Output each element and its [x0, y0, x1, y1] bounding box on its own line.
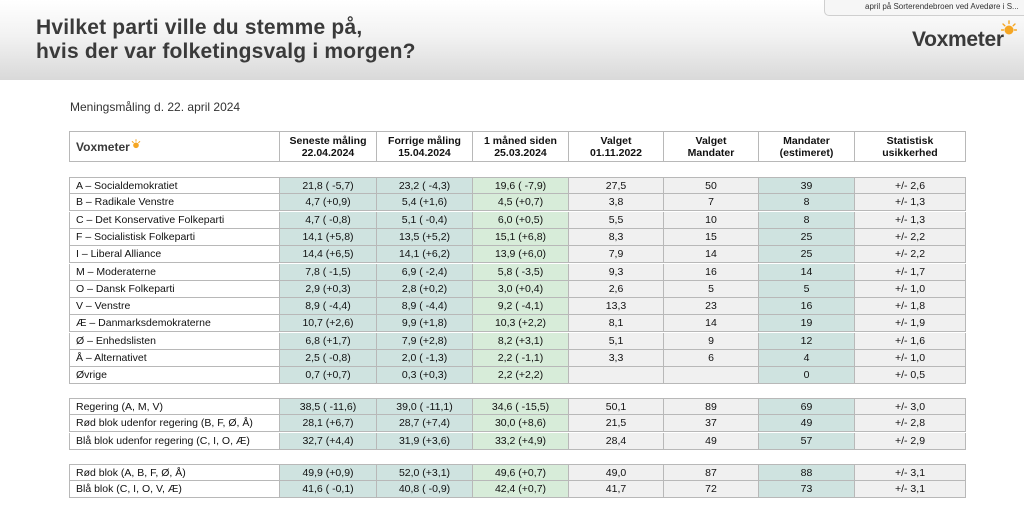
title-line-1: Hvilket parti ville du stemme på, [36, 16, 363, 39]
table-cell: 6,8 (+1,7) [280, 333, 377, 350]
table-cell: 87 [664, 464, 759, 481]
row-label: Rød blok (A, B, F, Ø, Å) [69, 464, 280, 481]
table-cell: 5,5 [569, 212, 664, 229]
column-header-line: 15.04.2024 [398, 147, 451, 159]
table-cell: 3,8 [569, 194, 664, 211]
table-cell: 40,8 ( -0,9) [377, 481, 473, 498]
table-cell: 15,1 (+6,8) [473, 229, 569, 246]
header-logo-cell [69, 131, 280, 162]
table-cell: 14 [664, 315, 759, 332]
table-cell: 14,4 (+6,5) [280, 246, 377, 263]
table-cell: 52,0 (+3,1) [377, 464, 473, 481]
table-cell: 5,4 (+1,6) [377, 194, 473, 211]
table-cell: 0,3 (+0,3) [377, 367, 473, 384]
party-row [69, 264, 966, 281]
row-label: V – Venstre [69, 298, 280, 315]
column-header [280, 131, 377, 162]
table-cell: 8,9 ( -4,4) [377, 298, 473, 315]
table-cell: +/- 2,2 [855, 229, 966, 246]
column-header-line: 1 måned siden [484, 135, 557, 147]
table-cell: 7,9 (+2,8) [377, 333, 473, 350]
table-cell: 5 [664, 281, 759, 298]
table-cell: 31,9 (+3,6) [377, 433, 473, 450]
table-cell: +/- 3,1 [855, 481, 966, 498]
table-cell: 13,3 [569, 298, 664, 315]
table-cell: 8,1 [569, 315, 664, 332]
table-cell: 5 [759, 281, 855, 298]
party-row [69, 194, 966, 211]
table-cell: 28,7 (+7,4) [377, 415, 473, 432]
column-header-line: Valget [695, 135, 727, 147]
column-header-line: usikkerhed [882, 147, 938, 159]
table-cell: 50 [664, 177, 759, 194]
table-cell: 7,8 ( -1,5) [280, 264, 377, 281]
table-cell: 6,0 (+0,5) [473, 212, 569, 229]
page-title [36, 16, 416, 64]
table-cell: 2,5 ( -0,8) [280, 350, 377, 367]
row-label: A – Socialdemokratiet [69, 177, 280, 194]
table-cell: 2,8 (+0,2) [377, 281, 473, 298]
table-cell: 0 [759, 367, 855, 384]
table-cell: 27,5 [569, 177, 664, 194]
table-cell: 23 [664, 298, 759, 315]
table-cell: 34,6 ( -15,5) [473, 398, 569, 415]
table-cell: 7 [664, 194, 759, 211]
table-cell: 39,0 ( -11,1) [377, 398, 473, 415]
sun-icon [1001, 20, 1017, 36]
table-cell: 14,1 (+6,2) [377, 246, 473, 263]
table-cell: 7,9 [569, 246, 664, 263]
table-cell: +/- 1,0 [855, 281, 966, 298]
table-cell: +/- 1,3 [855, 212, 966, 229]
voxmeter-small-logo: Voxmeter [76, 139, 130, 154]
table-cell: 19 [759, 315, 855, 332]
table-cell: 9 [664, 333, 759, 350]
bloc-row [69, 433, 966, 450]
column-header-line: Mandater [687, 147, 735, 159]
poll-date-subtitle: Meningsmåling d. 22. april 2024 [70, 100, 241, 114]
table-cell: 73 [759, 481, 855, 498]
table-cell: 14 [759, 264, 855, 281]
table-cell: 2,9 (+0,3) [280, 281, 377, 298]
tooltip-text: april på Sorterendebroen ved Avedøre i S... [824, 0, 1024, 16]
party-row [69, 367, 966, 384]
table-cell: +/- 3,1 [855, 464, 966, 481]
bloc-row [69, 398, 966, 415]
table-cell: 10,3 (+2,2) [473, 315, 569, 332]
table-cell: 41,7 [569, 481, 664, 498]
table-cell: 89 [664, 398, 759, 415]
table-cell: 6 [664, 350, 759, 367]
row-label: I – Liberal Alliance [69, 246, 280, 263]
table-cell: 2,2 (+2,2) [473, 367, 569, 384]
row-label: O – Dansk Folkeparti [69, 281, 280, 298]
table-cell: 8 [759, 194, 855, 211]
table-cell: 9,3 [569, 264, 664, 281]
party-row [69, 177, 966, 194]
voxmeter-logo: Voxmeter [912, 28, 1004, 51]
table-cell: +/- 1,0 [855, 350, 966, 367]
column-header-line: 22.04.2024 [301, 147, 355, 159]
column-header-line: Valget [600, 135, 632, 147]
party-row [69, 212, 966, 229]
column-header [664, 131, 759, 162]
row-label: Blå blok udenfor regering (C, I, O, Æ) [69, 433, 280, 450]
table-cell: 57 [759, 433, 855, 450]
table-cell: +/- 1,7 [855, 264, 966, 281]
table-cell: 3,3 [569, 350, 664, 367]
bloc-row [69, 415, 966, 432]
column-header-line: Seneste måling [289, 135, 367, 147]
column-header-line: 25.03.2024 [494, 147, 547, 159]
table-cell: 13,9 (+6,0) [473, 246, 569, 263]
table-cell: +/- 1,6 [855, 333, 966, 350]
table-cell: 49,0 [569, 464, 664, 481]
table-cell: 8 [759, 212, 855, 229]
table-cell: 23,2 ( -4,3) [377, 177, 473, 194]
table-cell: 39 [759, 177, 855, 194]
table-cell: 32,7 (+4,4) [280, 433, 377, 450]
row-label: Blå blok (C, I, O, V, Æ) [69, 481, 280, 498]
table-cell: 12 [759, 333, 855, 350]
table-cell: +/- 1,3 [855, 194, 966, 211]
table-cell: 21,5 [569, 415, 664, 432]
row-label: Rød blok udenfor regering (B, F, Ø, Å) [69, 415, 280, 432]
table-cell: 49,6 (+0,7) [473, 464, 569, 481]
table-cell: +/- 1,8 [855, 298, 966, 315]
total-row [69, 464, 966, 481]
table-cell: +/- 1,9 [855, 315, 966, 332]
table-cell: 4,7 ( -0,8) [280, 212, 377, 229]
party-row [69, 229, 966, 246]
table-cell: 5,8 ( -3,5) [473, 264, 569, 281]
table-cell: 49,9 (+0,9) [280, 464, 377, 481]
table-cell: 14,1 (+5,8) [280, 229, 377, 246]
row-label: M – Moderaterne [69, 264, 280, 281]
party-row [69, 298, 966, 315]
table-cell: 37 [664, 415, 759, 432]
table-cell: 10,7 (+2,6) [280, 315, 377, 332]
table-cell: 8,2 (+3,1) [473, 333, 569, 350]
row-label: C – Det Konservative Folkeparti [69, 212, 280, 229]
table-cell: 41,6 ( -0,1) [280, 481, 377, 498]
row-label: F – Socialistisk Folkeparti [69, 229, 280, 246]
table-cell [569, 367, 664, 384]
table-cell: 3,0 (+0,4) [473, 281, 569, 298]
column-header [569, 131, 664, 162]
table-cell: +/- 2,6 [855, 177, 966, 194]
table-cell: 4,5 (+0,7) [473, 194, 569, 211]
column-header [855, 131, 966, 162]
table-cell: 2,2 ( -1,1) [473, 350, 569, 367]
party-row [69, 246, 966, 263]
party-row [69, 281, 966, 298]
table-cell: 13,5 (+5,2) [377, 229, 473, 246]
table-cell: 14 [664, 246, 759, 263]
header-banner [0, 0, 1024, 80]
row-label: Å – Alternativet [69, 350, 280, 367]
column-header-line: Mandater [783, 135, 830, 147]
table-cell: 38,5 ( -11,6) [280, 398, 377, 415]
table-cell: 19,6 ( -7,9) [473, 177, 569, 194]
table-cell: 5,1 ( -0,4) [377, 212, 473, 229]
column-header [759, 131, 855, 162]
table-cell: 0,7 (+0,7) [280, 367, 377, 384]
total-row [69, 481, 966, 498]
title-line-2: hvis der var folketingsvalg i morgen? [36, 40, 416, 63]
table-cell: 49 [759, 415, 855, 432]
table-cell: 69 [759, 398, 855, 415]
column-header-line: Statistisk [886, 135, 934, 147]
row-label: Ø – Enhedslisten [69, 333, 280, 350]
column-header-line: 01.11.2022 [590, 147, 642, 159]
column-header-line: (estimeret) [779, 147, 834, 159]
table-cell: 21,8 ( -5,7) [280, 177, 377, 194]
table-cell: 8,9 ( -4,4) [280, 298, 377, 315]
table-cell: 6,9 ( -2,4) [377, 264, 473, 281]
table-cell: 88 [759, 464, 855, 481]
table-cell: 8,3 [569, 229, 664, 246]
table-cell: 9,9 (+1,8) [377, 315, 473, 332]
row-label: Æ – Danmarksdemokraterne [69, 315, 280, 332]
row-label: B – Radikale Venstre [69, 194, 280, 211]
table-cell: 25 [759, 229, 855, 246]
table-cell: 2,0 ( -1,3) [377, 350, 473, 367]
table-cell: 16 [664, 264, 759, 281]
table-cell: 25 [759, 246, 855, 263]
row-label: Regering (A, M, V) [69, 398, 280, 415]
table-cell: 30,0 (+8,6) [473, 415, 569, 432]
sun-small-icon [131, 139, 141, 149]
column-header [377, 131, 473, 162]
column-header [473, 131, 569, 162]
table-cell: 72 [664, 481, 759, 498]
party-row [69, 333, 966, 350]
table-cell: 16 [759, 298, 855, 315]
table-cell: 4 [759, 350, 855, 367]
row-label: Øvrige [69, 367, 280, 384]
table-cell: 28,4 [569, 433, 664, 450]
party-row [69, 315, 966, 332]
table-cell: 50,1 [569, 398, 664, 415]
table-cell: 4,7 (+0,9) [280, 194, 377, 211]
table-cell: +/- 2,2 [855, 246, 966, 263]
table-cell: 42,4 (+0,7) [473, 481, 569, 498]
table-cell: 15 [664, 229, 759, 246]
column-header-line: Forrige måling [388, 135, 461, 147]
party-row [69, 350, 966, 367]
table-cell: 49 [664, 433, 759, 450]
table-cell: 33,2 (+4,9) [473, 433, 569, 450]
table-cell: 5,1 [569, 333, 664, 350]
table-cell: +/- 2,9 [855, 433, 966, 450]
table-cell: +/- 2,8 [855, 415, 966, 432]
table-cell: +/- 0,5 [855, 367, 966, 384]
table-cell: 28,1 (+6,7) [280, 415, 377, 432]
table-cell [664, 367, 759, 384]
table-cell: 9,2 ( -4,1) [473, 298, 569, 315]
table-cell: 2,6 [569, 281, 664, 298]
table-cell: +/- 3,0 [855, 398, 966, 415]
table-cell: 10 [664, 212, 759, 229]
table-header [69, 131, 966, 162]
